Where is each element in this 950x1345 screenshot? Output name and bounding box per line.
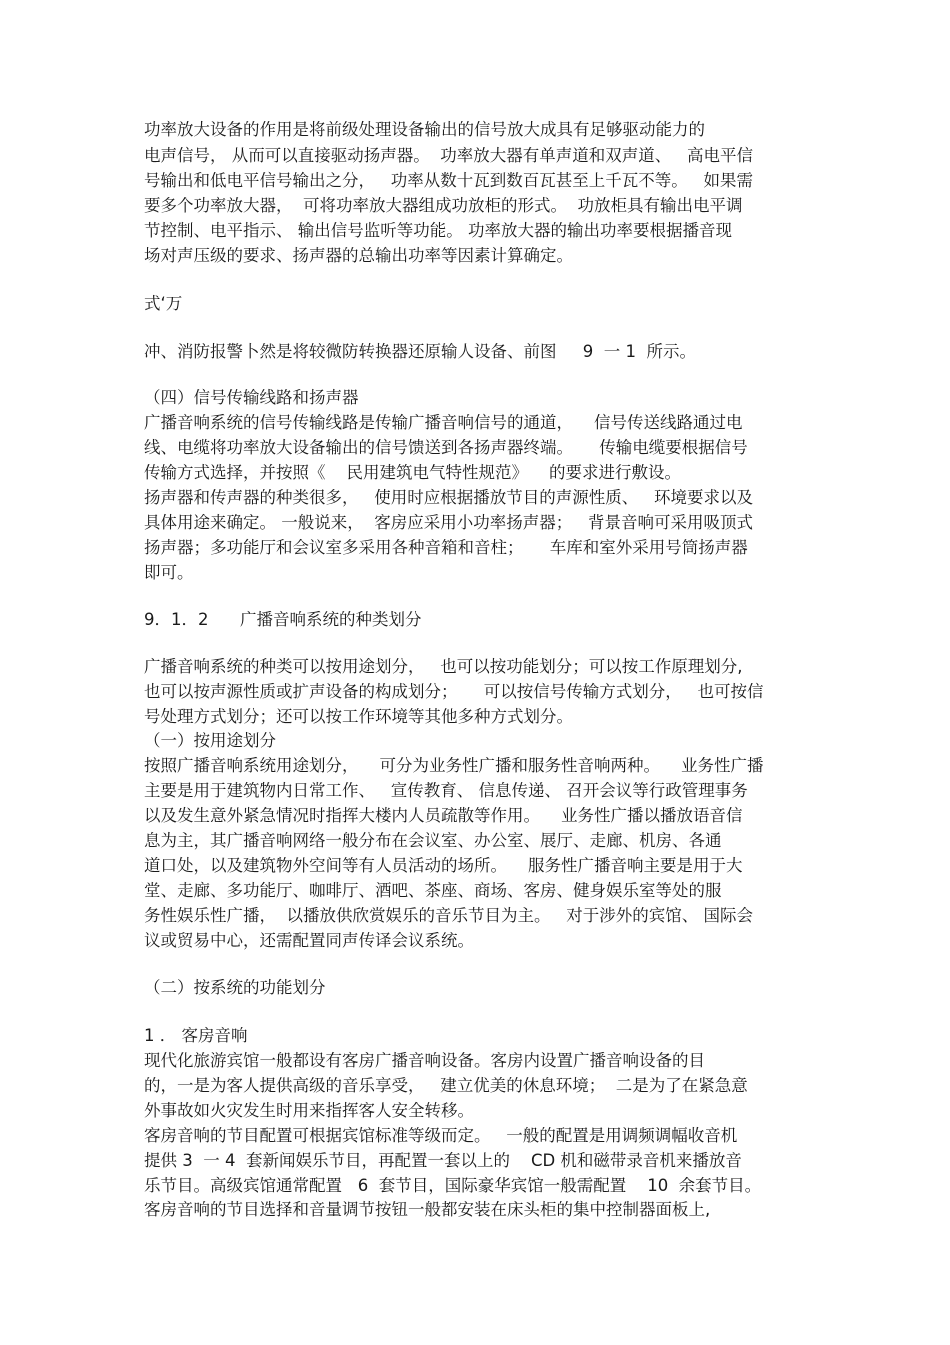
paragraph-line: 务性娱乐性广播， 以播放供欣赏娱乐的音乐节目为主。 对于涉外的宾馆、 国际会 <box>144 906 753 925</box>
paragraph-line: 具体用途来确定。 一般说来， 客房应采用小功率扬声器； 背景音响可采用吸顶式 <box>144 513 753 532</box>
paragraph-line: 即可。 <box>144 563 194 582</box>
paragraph-line: 现代化旅游宾馆一般都设有客房广播音响设备。客房内设置广播音响设备的目 <box>144 1051 705 1070</box>
paragraph-line: 主要是用于建筑物内日常工作、 宣传教育、 信息传递、 召开会议等行政管理事务 <box>144 781 748 800</box>
paragraph-line: 号处理方式划分；还可以按工作环境等其他多种方式划分。 <box>144 707 573 726</box>
paragraph-line: 扬声器；多功能厅和会议室多采用各种音箱和音柱； 车库和室外采用号筒扬声器 <box>144 538 748 557</box>
paragraph-line: 息为主，其广播音响网络一般分布在会议室、办公室、展厅、走廊、机房、各通 <box>144 831 722 850</box>
paragraph-line: 功率放大设备的作用是将前级处理设备输出的信号放大成具有足够驱动能力的 <box>144 120 705 139</box>
paragraph-line: 冲、消防报警卜然是将较微防转换器还原输人设备、前图 9 一 1 所示。 <box>144 342 696 361</box>
paragraph-line: 式‘万 <box>144 294 183 313</box>
paragraph-line: 客房音响的节目选择和音量调节按钮一般都安装在床头柜的集中控制器面板上, <box>144 1200 711 1219</box>
section-heading: （二）按系统的功能划分 <box>144 978 326 997</box>
paragraph-line: 节控制、电平指示、 输出信号监听等功能。 功率放大器的输出功率要根据播音现 <box>144 221 732 240</box>
paragraph-line: 场对声压级的要求、扬声器的总输出功率等因素计算确定。 <box>144 246 573 265</box>
paragraph-line: 传输方式选择，并按照《 民用建筑电气特性规范》 的要求进行敷设。 <box>144 463 681 482</box>
paragraph-line: 广播音响系统的种类可以按用途划分， 也可以按功能划分；可以按工作原理划分, <box>144 657 743 676</box>
section-heading: （四）信号传输线路和扬声器 <box>144 388 359 407</box>
paragraph-line: 堂、走廊、多功能厅、咖啡厅、酒吧、茶座、商场、客房、健身娱乐室等处的服 <box>144 881 722 900</box>
section-heading: 9．1．2 广播音响系统的种类划分 <box>144 610 422 629</box>
section-heading: （一）按用途划分 <box>144 731 276 750</box>
paragraph-line: 的，一是为客人提供高级的音乐享受， 建立优美的休息环境； 二是为了在紧急意 <box>144 1076 748 1095</box>
paragraph-line: 以及发生意外紧急情况时指挥大楼内人员疏散等作用。 业务性广播以播放语音信 <box>144 806 743 825</box>
paragraph-line: 议或贸易中心，还需配置同声传译会议系统。 <box>144 931 474 950</box>
paragraph-line: 号输出和低电平信号输出之分， 功率从数十瓦到数百瓦甚至上千瓦不等。 如果需 <box>144 171 753 190</box>
paragraph-line: 扬声器和传声器的种类很多， 使用时应根据播放节目的声源性质、 环境要求以及 <box>144 488 753 507</box>
paragraph-line: 电声信号， 从而可以直接驱动扬声器。 功率放大器有单声道和双声道、 高电平信 <box>144 146 753 165</box>
paragraph-line: 提供 3 一 4 套新闻娱乐节目，再配置一套以上的 CD 机和磁带录音机来播放音 <box>144 1151 742 1170</box>
paragraph-line: 广播音响系统的信号传输线路是传输广播音响信号的通道， 信号传送线路通过电 <box>144 413 743 432</box>
paragraph-line: 线、电缆将功率放大设备输出的信号馈送到各扬声器终端。 传输电缆要根据信号 <box>144 438 748 457</box>
paragraph-line: 按照广播音响系统用途划分， 可分为业务性广播和服务性音响两种。 业务性广播 <box>144 756 764 775</box>
paragraph-line: 客房音响的节目配置可根据宾馆标准等级而定。 一般的配置是用调频调幅收音机 <box>144 1126 738 1145</box>
paragraph-line: 乐节目。高级宾馆通常配置 6 套节目，国际豪华宾馆一般需配置 10 余套节目。 <box>144 1176 762 1195</box>
paragraph-line: 道口处，以及建筑物外空间等有人员活动的场所。 服务性广播音响主要是用于大 <box>144 856 743 875</box>
paragraph-line: 也可以按声源性质或扩声设备的构成划分； 可以按信号传输方式划分， 也可按信 <box>144 682 764 701</box>
paragraph-line: 要多个功率放大器， 可将功率放大器组成功放柜的形式。 功放柜具有输出电平调 <box>144 196 743 215</box>
section-heading: 1 ． 客房音响 <box>144 1026 248 1045</box>
paragraph-line: 外事故如火灾发生时用来指挥客人安全转移。 <box>144 1101 474 1120</box>
